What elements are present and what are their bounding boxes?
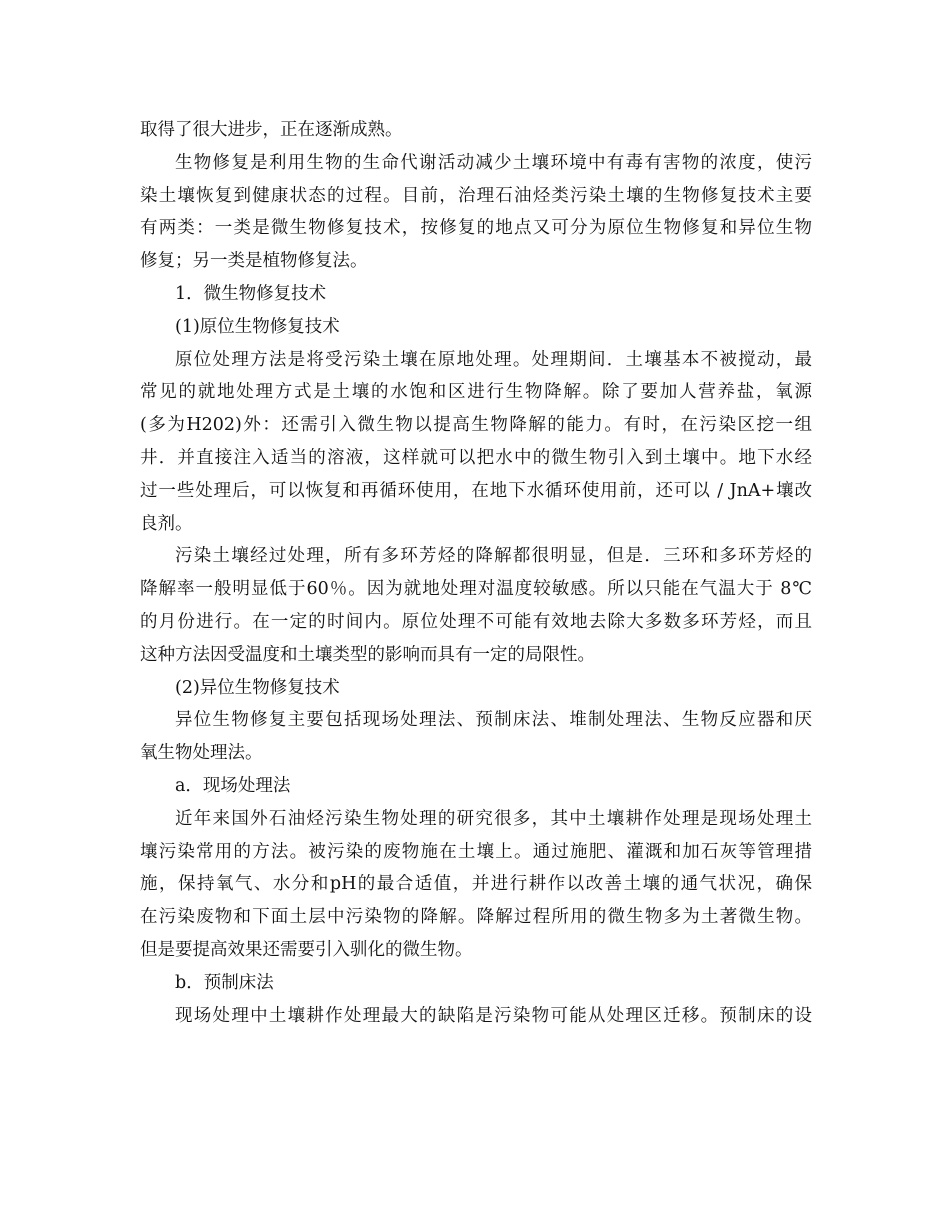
text-line: 这种方法因受温度和土壤类型的影响而具有一定的局限性。 [140, 644, 595, 665]
subsection-heading: (1)原位生物修复技术 [175, 316, 340, 337]
text-line: 降解率一般明显低于60％。因为就地处理对温度较敏感。所以只能在气温大于 8℃ [140, 579, 812, 600]
text-line: 原位处理方法是将受污染土壤在原地处理。处理期间．土壤基本不被搅动，最 [175, 349, 812, 370]
text-line: 但是要提高效果还需要引入驯化的微生物。 [140, 939, 473, 960]
text-line: 取得了很大进步，正在逐渐成熟。 [140, 120, 403, 140]
text-line: 生物修复是利用生物的生命代谢活动减少土壤环境中有毒有害物的浓度，使污 [175, 152, 812, 173]
text-line: 的月份进行。在一定的时间内。原位处理不可能有效地去除大多数多环芳烃，而且 [140, 611, 812, 632]
text-line: 施，保持氧气、水分和pH的最合适值，并进行耕作以改善土壤的通气状况，确保 [140, 874, 812, 895]
text-line: 现场处理中土壤耕作处理最大的缺陷是污染物可能从处理区迁移。预制床的设 [175, 1005, 812, 1026]
text-line: 近年来国外石油烃污染生物处理的研究很多，其中土壤耕作处理是现场处理土 [175, 808, 812, 829]
subsection-heading: b．预制床法 [175, 972, 274, 993]
text-line: 修复；另一类是植物修复法。 [140, 251, 368, 272]
text-line: 有两类：一类是微生物修复技术，按修复的地点又可分为原位生物修复和异位生物 [140, 218, 812, 239]
document-page [140, 114, 812, 1032]
section-heading: 1．微生物修复技术 [175, 283, 327, 304]
text-line: 污染土壤经过处理，所有多环芳烃的降解都很明显，但是．三环和多环芳烃的 [175, 546, 812, 567]
subsection-heading: a．现场处理法 [175, 775, 291, 796]
text-line: 良剂。 [140, 513, 193, 534]
text-line: 异位生物修复主要包括现场处理法、预制床法、堆制处理法、生物反应器和厌 [175, 710, 812, 731]
text-line: 在污染废物和下面土层中污染物的降解。降解过程所用的微生物多为土著微生物。 [140, 907, 812, 928]
text-line: (多为H202)外：还需引入微生物以提高生物降解的能力。有时，在污染区挖一组 [140, 415, 812, 436]
text-line: 氧生物处理法。 [140, 743, 263, 764]
text-line: 染土壤恢复到健康状态的过程。目前，治理石油烃类污染土壤的生物修复技术主要 [140, 185, 812, 206]
subsection-heading: (2)异位生物修复技术 [175, 677, 340, 698]
text-line: 壤污染常用的方法。被污染的废物施在土壤上。通过施肥、灌溉和加石灰等管理措 [140, 841, 812, 862]
text-line: 井．并直接注入适当的溶液，这样就可以把水中的微生物引入到土壤中。地下水经 [140, 447, 812, 468]
text-line: 过一些处理后，可以恢复和再循环使用，在地下水循环使用前，还可以 / JnA+壤改 [140, 480, 812, 501]
text-line: 常见的就地处理方式是土壤的水饱和区进行生物降解。除了要加人营养盐，氧源 [140, 382, 812, 403]
